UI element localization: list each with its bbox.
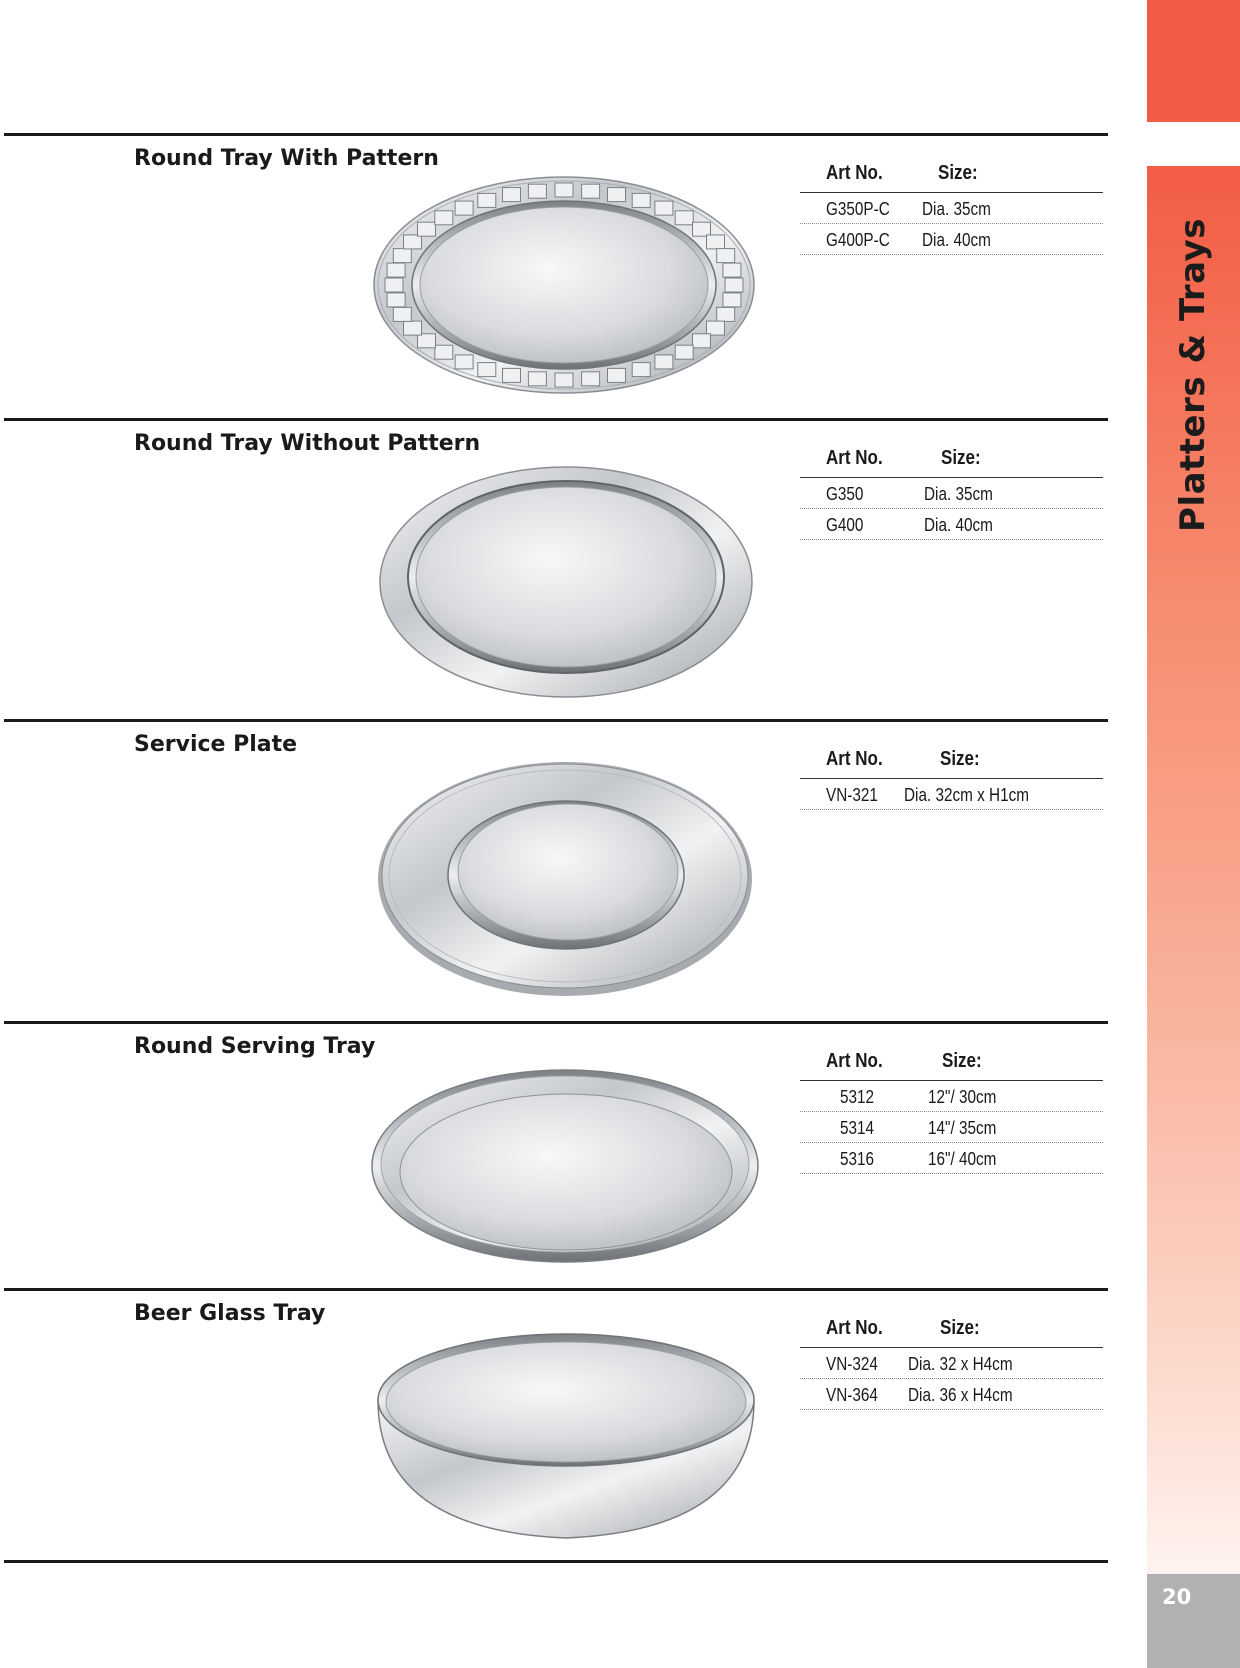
spec-header bbox=[800, 445, 1103, 478]
rim-pattern-square bbox=[582, 184, 600, 198]
product-title: Round Tray Without Pattern bbox=[134, 431, 481, 456]
rim-pattern-square bbox=[608, 368, 626, 382]
product-title: Round Tray With Pattern bbox=[134, 146, 439, 171]
spec-row bbox=[800, 1379, 1103, 1410]
rim-pattern-square bbox=[503, 188, 521, 202]
size-value: 12"/ 30cm bbox=[928, 1087, 997, 1107]
rim-pattern-square bbox=[655, 355, 673, 369]
rim-pattern-square bbox=[707, 235, 725, 249]
art-number: VN-324 bbox=[826, 1354, 878, 1374]
product-title: Beer Glass Tray bbox=[134, 1301, 326, 1326]
art-no-header: Art No. bbox=[826, 748, 883, 770]
rim-pattern-square bbox=[693, 222, 711, 236]
spec-table bbox=[800, 1048, 1103, 1174]
rim-pattern-square bbox=[387, 293, 405, 307]
size-header: Size: bbox=[940, 1317, 980, 1339]
rim-pattern-square bbox=[608, 188, 626, 202]
size-value: Dia. 40cm bbox=[922, 230, 991, 250]
art-number: G400P-C bbox=[826, 230, 890, 250]
art-number: G400 bbox=[826, 515, 864, 535]
rim-pattern-square bbox=[582, 372, 600, 386]
service-plate-image bbox=[376, 760, 754, 998]
spec-row bbox=[800, 509, 1103, 540]
product-section bbox=[4, 1288, 1108, 1326]
art-number: VN-364 bbox=[826, 1385, 878, 1405]
rim-pattern-square bbox=[555, 373, 573, 387]
spec-row bbox=[800, 224, 1103, 255]
rim-pattern-square bbox=[404, 235, 422, 249]
art-no-header: Art No. bbox=[826, 1317, 883, 1339]
rim-pattern-square bbox=[725, 278, 743, 292]
rim-pattern-square bbox=[418, 222, 436, 236]
rim-pattern-square bbox=[723, 293, 741, 307]
rim-pattern-square bbox=[717, 307, 735, 321]
spec-table bbox=[800, 160, 1103, 255]
rim-pattern-square bbox=[455, 201, 473, 215]
spec-row bbox=[800, 1143, 1103, 1174]
product-title: Round Serving Tray bbox=[134, 1034, 376, 1059]
round-serving-tray-image bbox=[370, 1068, 760, 1264]
spec-table bbox=[800, 1315, 1103, 1410]
rim-pattern-square bbox=[478, 193, 496, 207]
rim-pattern-square bbox=[455, 355, 473, 369]
spec-header bbox=[800, 1048, 1103, 1081]
product-section bbox=[4, 418, 1108, 456]
rim-pattern-square bbox=[478, 363, 496, 377]
page-number-box bbox=[1147, 1574, 1240, 1668]
spec-header bbox=[800, 746, 1103, 779]
rim-pattern-square bbox=[385, 278, 403, 292]
rim-pattern-square bbox=[675, 345, 693, 359]
art-number: G350P-C bbox=[826, 199, 890, 219]
rim-pattern-square bbox=[693, 334, 711, 348]
rim-pattern-square bbox=[387, 263, 405, 277]
size-value: Dia. 40cm bbox=[924, 515, 993, 535]
rim-pattern-square bbox=[555, 183, 573, 197]
spec-row bbox=[800, 779, 1103, 810]
size-value: Dia. 32 x H4cm bbox=[908, 1354, 1013, 1374]
size-header: Size: bbox=[938, 162, 978, 184]
spec-table bbox=[800, 746, 1103, 810]
spec-row bbox=[800, 1112, 1103, 1143]
spec-row bbox=[800, 478, 1103, 509]
round-tray-pattern-image bbox=[372, 175, 756, 395]
art-number: 5316 bbox=[840, 1149, 875, 1169]
spec-table bbox=[800, 445, 1103, 540]
product-section bbox=[4, 1021, 1108, 1059]
spec-row bbox=[800, 1081, 1103, 1112]
rim-pattern-square bbox=[655, 201, 673, 215]
spec-row bbox=[800, 193, 1103, 224]
spec-header bbox=[800, 160, 1103, 193]
rim-pattern-square bbox=[404, 321, 422, 335]
size-header: Size: bbox=[942, 1050, 982, 1072]
rim-pattern-square bbox=[632, 363, 650, 377]
art-no-header: Art No. bbox=[826, 447, 883, 469]
round-tray-plain-image bbox=[378, 465, 754, 700]
product-section bbox=[4, 719, 1108, 757]
rim-pattern-square bbox=[675, 211, 693, 225]
rim-pattern-square bbox=[723, 263, 741, 277]
page-number: 20 bbox=[1162, 1585, 1192, 1609]
art-no-header: Art No. bbox=[826, 162, 883, 184]
size-value: Dia. 32cm x H1cm bbox=[904, 785, 1029, 805]
rim-pattern-square bbox=[393, 307, 411, 321]
art-number: 5312 bbox=[840, 1087, 875, 1107]
spec-header bbox=[800, 1315, 1103, 1348]
size-value: 14"/ 35cm bbox=[928, 1118, 997, 1138]
product-title: Service Plate bbox=[134, 732, 298, 757]
rim-pattern-square bbox=[528, 184, 546, 198]
rim-pattern-square bbox=[418, 334, 436, 348]
art-no-header: Art No. bbox=[826, 1050, 883, 1072]
size-value: Dia. 35cm bbox=[922, 199, 991, 219]
rim-pattern-square bbox=[632, 193, 650, 207]
spec-row bbox=[800, 1348, 1103, 1379]
beer-glass-tray-image bbox=[374, 1330, 758, 1542]
rim-pattern-square bbox=[707, 321, 725, 335]
category-label: Platters & Trays bbox=[1173, 218, 1213, 532]
product-section bbox=[4, 133, 1108, 171]
size-value: Dia. 35cm bbox=[924, 484, 993, 504]
rim-pattern-square bbox=[503, 368, 521, 382]
art-number: VN-321 bbox=[826, 785, 878, 805]
rim-pattern-square bbox=[393, 249, 411, 263]
size-header: Size: bbox=[940, 748, 980, 770]
rim-pattern-square bbox=[717, 249, 735, 263]
rim-pattern-square bbox=[435, 211, 453, 225]
size-header: Size: bbox=[941, 447, 981, 469]
art-number: 5314 bbox=[840, 1118, 875, 1138]
size-value: Dia. 36 x H4cm bbox=[908, 1385, 1013, 1405]
size-value: 16"/ 40cm bbox=[928, 1149, 997, 1169]
art-number: G350 bbox=[826, 484, 864, 504]
sidebar-top-block bbox=[1147, 0, 1240, 122]
rim-pattern-square bbox=[528, 372, 546, 386]
rim-pattern-square bbox=[435, 345, 453, 359]
closing-divider bbox=[4, 1560, 1108, 1563]
